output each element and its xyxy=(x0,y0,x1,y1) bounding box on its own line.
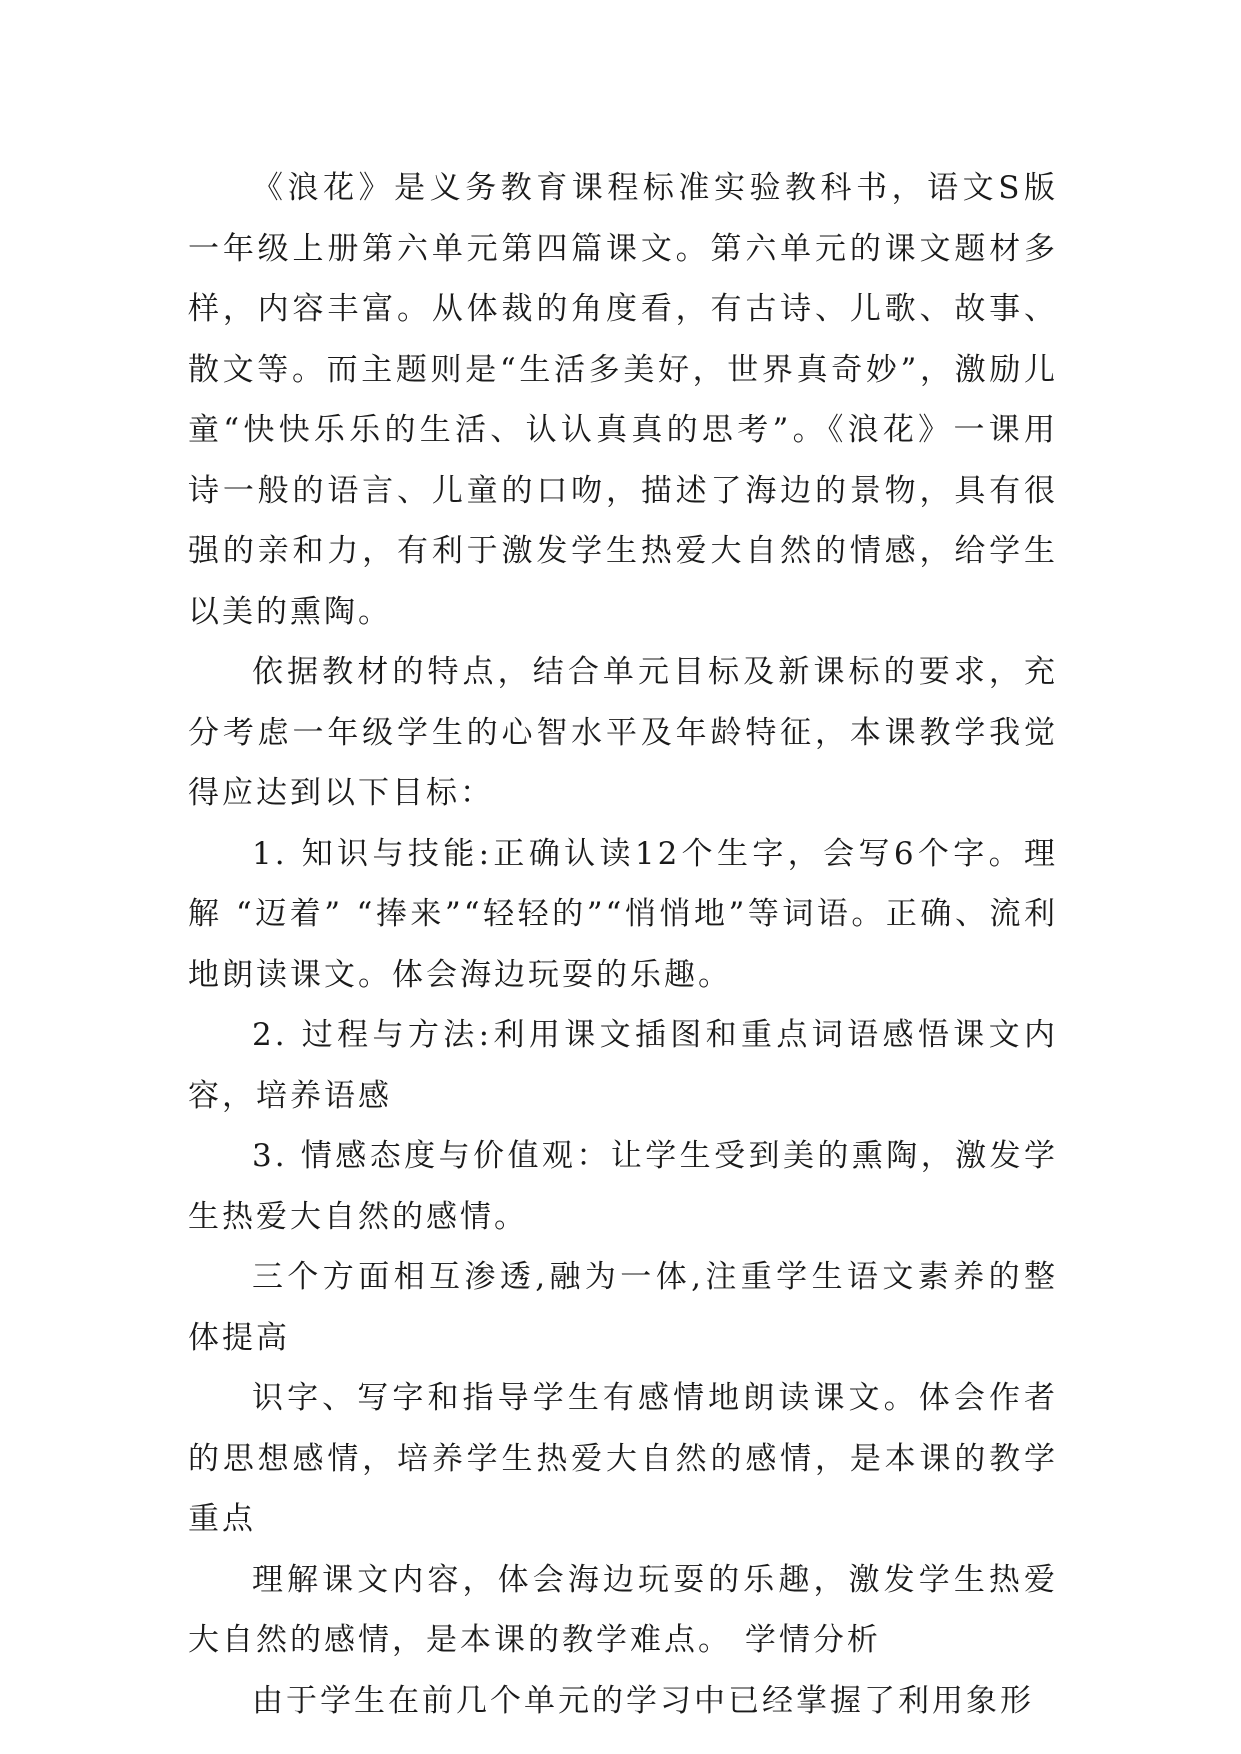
paragraph-goals-intro: 依据教材的特点，结合单元目标及新课标的要求，充分考虑一年级学生的心智水平及年龄特征，本课教学我觉得应达到以下目标： xyxy=(188,654,1058,811)
paragraph-learner-analysis: 由于学生在前几个单元的学习中已经掌握了利用象形 xyxy=(252,1682,1034,1719)
paragraph-intro: 《浪花》是义务教育课程标准实验教科书，语文S版一年级上册第六单元第四篇课文。第六单元的课文题材多样，内容丰富。从体裁的角度看，有古诗、儿歌、故事、散文等。而主题则是“生活多美好，世界真奇妙”，激励儿童“快快乐乐的生活、认认真真的思考”。《浪花》一课用诗一般的语言、儿童的口吻，描述了海边的景物，具有很强的亲和力，有利于激发学生热爱大自然的情感，给学生以美的熏陶。 xyxy=(188,170,1058,630)
paragraph-difficulties: 理解课文内容，体会海边玩耍的乐趣，激发学生热爱大自然的感情，是本课的教学难点。 学情分析 xyxy=(188,1561,1058,1658)
paragraph-goal-emotion: 3. 情感态度与价值观：让学生受到美的熏陶，激发学生热爱大自然的感情。 xyxy=(188,1138,1058,1235)
paragraph-goal-process: 2. 过程与方法:利用课文插图和重点词语感悟课文内容，培养语感 xyxy=(188,1017,1058,1114)
document-body xyxy=(188,158,1058,1731)
paragraph-key-points: 识字、写字和指导学生有感情地朗读课文。体会作者的思想感情，培养学生热爱大自然的感情，是本课的教学重点 xyxy=(188,1380,1058,1537)
paragraph-goal-knowledge: 1. 知识与技能:正确认读12个生字，会写6个字。理解 “迈着” “捧来”“轻轻的”“悄悄地”等词语。正确、流利地朗读课文。体会海边玩耍的乐趣。 xyxy=(188,835,1058,993)
paragraph-integration: 三个方面相互渗透,融为一体,注重学生语文素养的整体提高 xyxy=(188,1259,1058,1356)
